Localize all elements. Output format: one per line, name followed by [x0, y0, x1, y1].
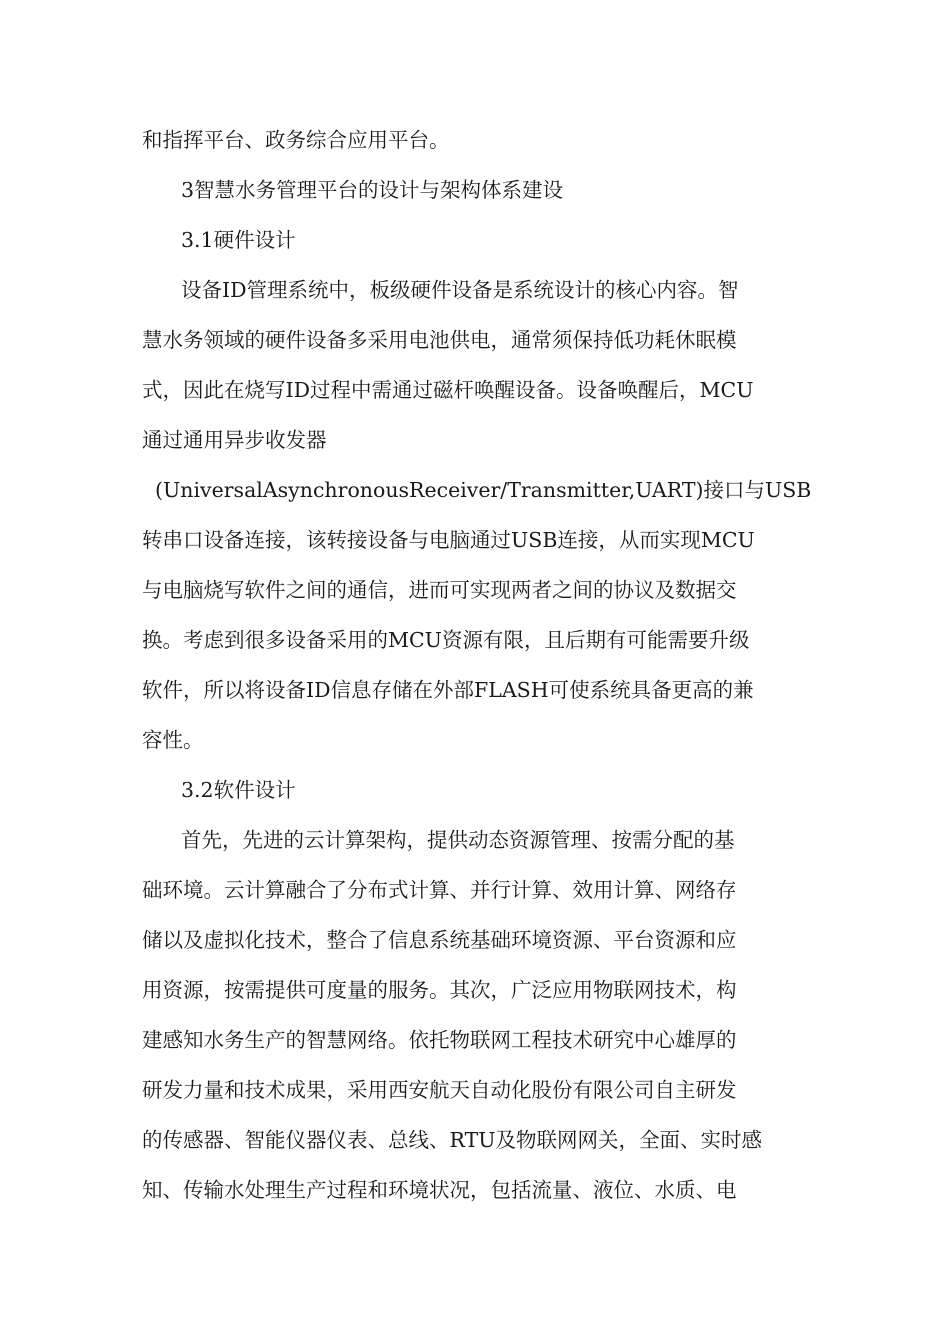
paragraph-line: 与电脑烧写软件之间的通信，进而可实现两者之间的协议及数据交 [142, 578, 737, 602]
paragraph-line: 容性。 [142, 728, 204, 752]
paragraph-line: 设备ID管理系统中，板级硬件设备是系统设计的核心内容。智 [181, 278, 739, 302]
paragraph-line: 通过通用异步收发器 [142, 428, 327, 452]
paragraph-line: 式，因此在烧写ID过程中需通过磁杆唤醒设备。设备唤醒后，MCU [142, 378, 754, 402]
paragraph-line: (UniversalAsynchronousReceiver/Transmitter,UART)接口与USB [155, 478, 812, 502]
paragraph-line: 首先，先进的云计算架构，提供动态资源管理、按需分配的基 [181, 828, 735, 852]
paragraph-line: 软件，所以将设备ID信息存储在外部FLASH可使系统具备更高的兼 [142, 678, 754, 702]
paragraph-line: 础环境。云计算融合了分布式计算、并行计算、效用计算、网络存 [142, 878, 737, 902]
paragraph-line: 知、传输水处理生产过程和环境状况，包括流量、液位、水质、电 [142, 1178, 737, 1202]
paragraph-line: 建感知水务生产的智慧网络。依托物联网工程技术研究中心雄厚的 [142, 1028, 737, 1052]
section-heading: 3智慧水务管理平台的设计与架构体系建设 [181, 178, 564, 202]
paragraph-line: 换。考虑到很多设备采用的MCU资源有限，且后期有可能需要升级 [142, 628, 750, 652]
paragraph-line: 转串口设备连接，该转接设备与电脑通过USB连接，从而实现MCU [142, 528, 755, 552]
paragraph-line: 储以及虚拟化技术，整合了信息系统基础环境资源、平台资源和应 [142, 928, 737, 952]
subsection-heading: 3.2软件设计 [181, 778, 296, 802]
paragraph-line: 的传感器、智能仪器仪表、总线、RTU及物联网网关，全面、实时感 [142, 1128, 763, 1152]
paragraph-line: 和指挥平台、政务综合应用平台。 [142, 128, 450, 152]
paragraph-line: 研发力量和技术成果，采用西安航天自动化股份有限公司自主研发 [142, 1078, 737, 1102]
paragraph-line: 用资源，按需提供可度量的服务。其次，广泛应用物联网技术，构 [142, 978, 737, 1002]
paragraph-line: 慧水务领域的硬件设备多采用电池供电，通常须保持低功耗休眠模 [142, 328, 737, 352]
subsection-heading: 3.1硬件设计 [181, 228, 296, 252]
